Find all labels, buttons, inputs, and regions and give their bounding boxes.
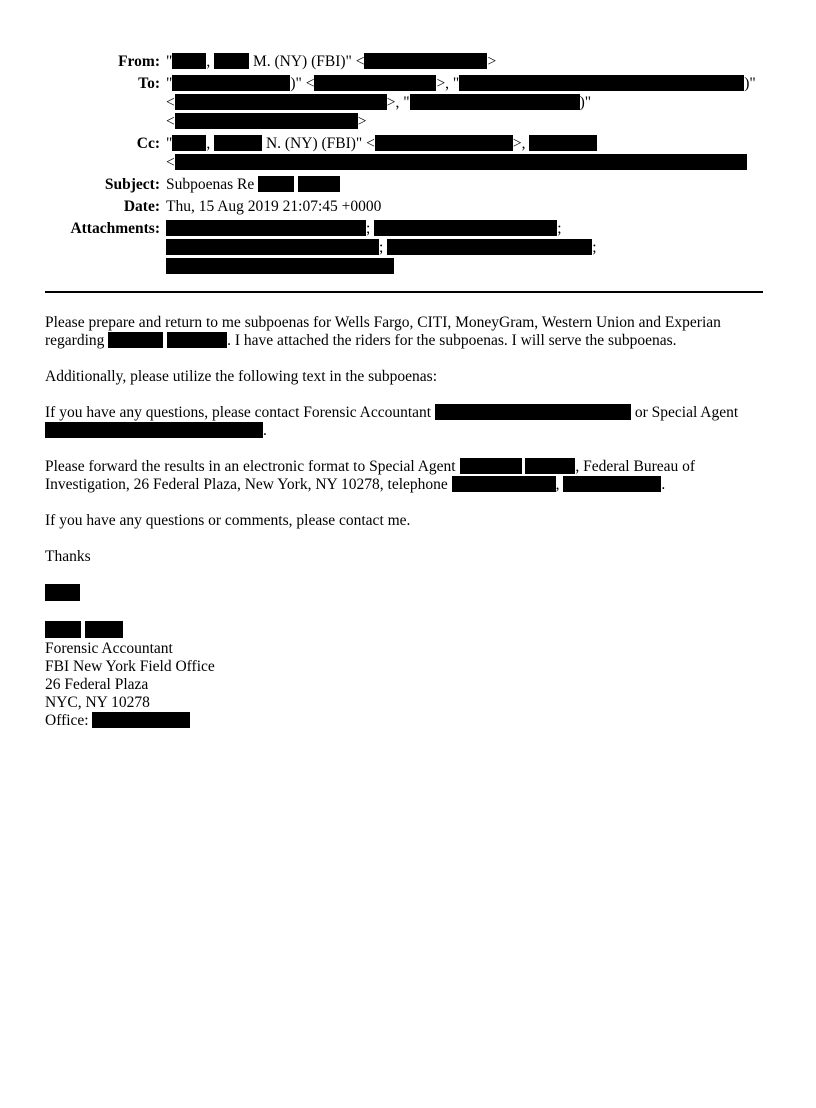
text-segment: Forensic Accountant — [45, 640, 173, 657]
text-line — [45, 621, 771, 640]
header-field-subject — [35, 175, 816, 194]
text-segment: > — [357, 113, 367, 130]
text-segment: ; — [379, 239, 388, 256]
text-segment: regarding — [45, 332, 109, 349]
header-field-date — [35, 197, 816, 216]
redaction-bar — [452, 476, 556, 492]
redaction-bar — [529, 135, 597, 151]
text-segment: > — [487, 53, 497, 70]
text-line — [45, 584, 771, 603]
header-body-separator — [45, 291, 763, 293]
text-segment: " — [166, 135, 173, 152]
text-line — [45, 458, 771, 476]
signature-initial — [45, 584, 771, 603]
email-document-page — [0, 52, 816, 1108]
text-segment: Please forward the results in an electronic format to Special Agent — [45, 458, 460, 475]
redaction-bar — [460, 458, 522, 474]
text-segment: If you have any questions, please contact Forensic Accountant — [45, 404, 435, 421]
redaction-bar — [364, 53, 487, 69]
text-line — [45, 676, 771, 694]
email-body — [45, 314, 771, 730]
text-segment: )" — [744, 75, 756, 92]
text-segment: . I have attached the riders for the subpoenas. I will serve the subpoenas. — [227, 332, 677, 349]
text-segment: " — [166, 75, 173, 92]
redaction-bar — [166, 258, 394, 274]
redaction-bar — [459, 75, 744, 91]
field-value — [166, 134, 747, 172]
text-line — [45, 314, 771, 332]
text-segment: Thanks — [45, 548, 91, 565]
redaction-bar — [563, 476, 661, 492]
redaction-bar — [172, 135, 206, 151]
text-line — [166, 257, 597, 276]
text-line — [166, 93, 756, 112]
text-line — [45, 332, 771, 350]
text-segment: >, " — [436, 75, 460, 92]
redaction-bar — [387, 239, 592, 255]
field-value — [166, 52, 496, 71]
field-label: To: — [138, 75, 160, 92]
field-value — [166, 219, 597, 276]
text-line — [45, 368, 771, 386]
redaction-bar — [258, 176, 294, 192]
redaction-bar — [108, 332, 163, 348]
redaction-bar — [175, 154, 747, 170]
text-segment: " — [166, 53, 173, 70]
redaction-bar — [175, 113, 358, 129]
text-line — [166, 112, 756, 131]
text-line — [166, 134, 747, 153]
text-line — [45, 404, 771, 422]
redaction-bar — [166, 239, 379, 255]
text-segment: FBI New York Field Office — [45, 658, 215, 675]
text-segment: < — [166, 154, 175, 171]
redaction-bar — [175, 94, 387, 110]
redaction-bar — [85, 621, 123, 638]
text-line — [166, 175, 340, 194]
redaction-bar — [314, 75, 436, 91]
paragraph-forward-results — [45, 458, 771, 494]
text-segment: ; — [366, 220, 375, 237]
text-segment: Investigation, 26 Federal Plaza, New York, NY 10278, telephone — [45, 476, 452, 493]
text-segment: NYC, NY 10278 — [45, 694, 150, 711]
redaction-bar — [166, 220, 366, 236]
text-segment: )" — [579, 94, 592, 111]
redaction-bar — [214, 53, 249, 69]
text-segment: . — [661, 476, 666, 493]
field-label: From: — [118, 53, 160, 70]
text-line — [166, 238, 597, 257]
text-line — [45, 422, 771, 440]
text-line — [45, 640, 771, 658]
redaction-bar — [167, 332, 227, 348]
field-value — [166, 175, 340, 194]
text-segment: , — [555, 476, 564, 493]
text-segment: If you have any questions or comments, please contact me. — [45, 512, 411, 529]
text-segment: >, — [512, 135, 530, 152]
paragraph-thanks — [45, 548, 771, 566]
text-line — [166, 219, 597, 238]
field-label: Attachments: — [70, 220, 160, 237]
text-segment: Please prepare and return to me subpoenas for Wells Fargo, CITI, MoneyGram, Western Union and Experian — [45, 314, 721, 331]
redaction-bar — [172, 53, 206, 69]
signature-block — [45, 621, 771, 730]
text-segment: , — [206, 135, 215, 152]
text-segment: < — [166, 94, 175, 111]
redaction-bar — [374, 220, 557, 236]
field-value — [166, 197, 381, 216]
text-line — [45, 712, 771, 730]
redaction-bar — [375, 135, 513, 151]
text-line — [166, 52, 496, 71]
text-segment: . — [263, 422, 267, 439]
header-field-from — [35, 52, 816, 71]
text-segment: Additionally, please utilize the following text in the subpoenas: — [45, 368, 438, 385]
text-line — [166, 74, 756, 93]
text-segment: ; — [557, 220, 562, 237]
header-field-cc — [35, 134, 816, 172]
text-line — [166, 153, 747, 172]
field-value — [166, 74, 756, 131]
redaction-bar — [525, 458, 575, 474]
field-label: Date: — [123, 198, 160, 215]
redaction-bar — [410, 94, 580, 110]
redaction-bar — [172, 75, 290, 91]
text-line — [45, 548, 771, 566]
text-line — [166, 197, 381, 216]
text-segment: M. (NY) (FBI)" < — [249, 53, 365, 70]
text-segment: < — [166, 113, 175, 130]
redaction-bar — [45, 422, 263, 438]
text-segment: or Special Agent — [630, 404, 739, 421]
redaction-bar — [45, 621, 81, 638]
field-label: Subject: — [104, 176, 160, 193]
paragraph-instruction — [45, 368, 771, 386]
text-segment: Subpoenas Re — [166, 176, 259, 193]
redaction-bar — [45, 584, 80, 601]
text-line — [45, 476, 771, 494]
text-segment: 26 Federal Plaza — [45, 676, 149, 693]
redaction-bar — [435, 404, 631, 420]
paragraph-questions — [45, 512, 771, 530]
paragraph-contact — [45, 404, 771, 440]
text-segment: Thu, 15 Aug 2019 21:07:45 +0000 — [166, 198, 382, 215]
text-segment: )" < — [290, 75, 315, 92]
email-header — [35, 52, 816, 276]
text-segment: , — [206, 53, 215, 70]
paragraph-request — [45, 314, 771, 350]
text-line — [45, 512, 771, 530]
text-line — [45, 658, 771, 676]
field-label: Cc: — [136, 135, 160, 152]
header-field-attachments — [35, 219, 816, 276]
header-field-to — [35, 74, 816, 131]
redaction-bar — [214, 135, 262, 151]
text-segment: Office: — [45, 712, 93, 729]
text-line — [45, 694, 771, 712]
text-segment: , Federal Bureau of — [575, 458, 696, 475]
redaction-bar — [298, 176, 340, 192]
redaction-bar — [92, 712, 190, 728]
text-segment: >, " — [386, 94, 410, 111]
text-segment: N. (NY) (FBI)" < — [262, 135, 375, 152]
text-segment: ; — [592, 239, 597, 256]
